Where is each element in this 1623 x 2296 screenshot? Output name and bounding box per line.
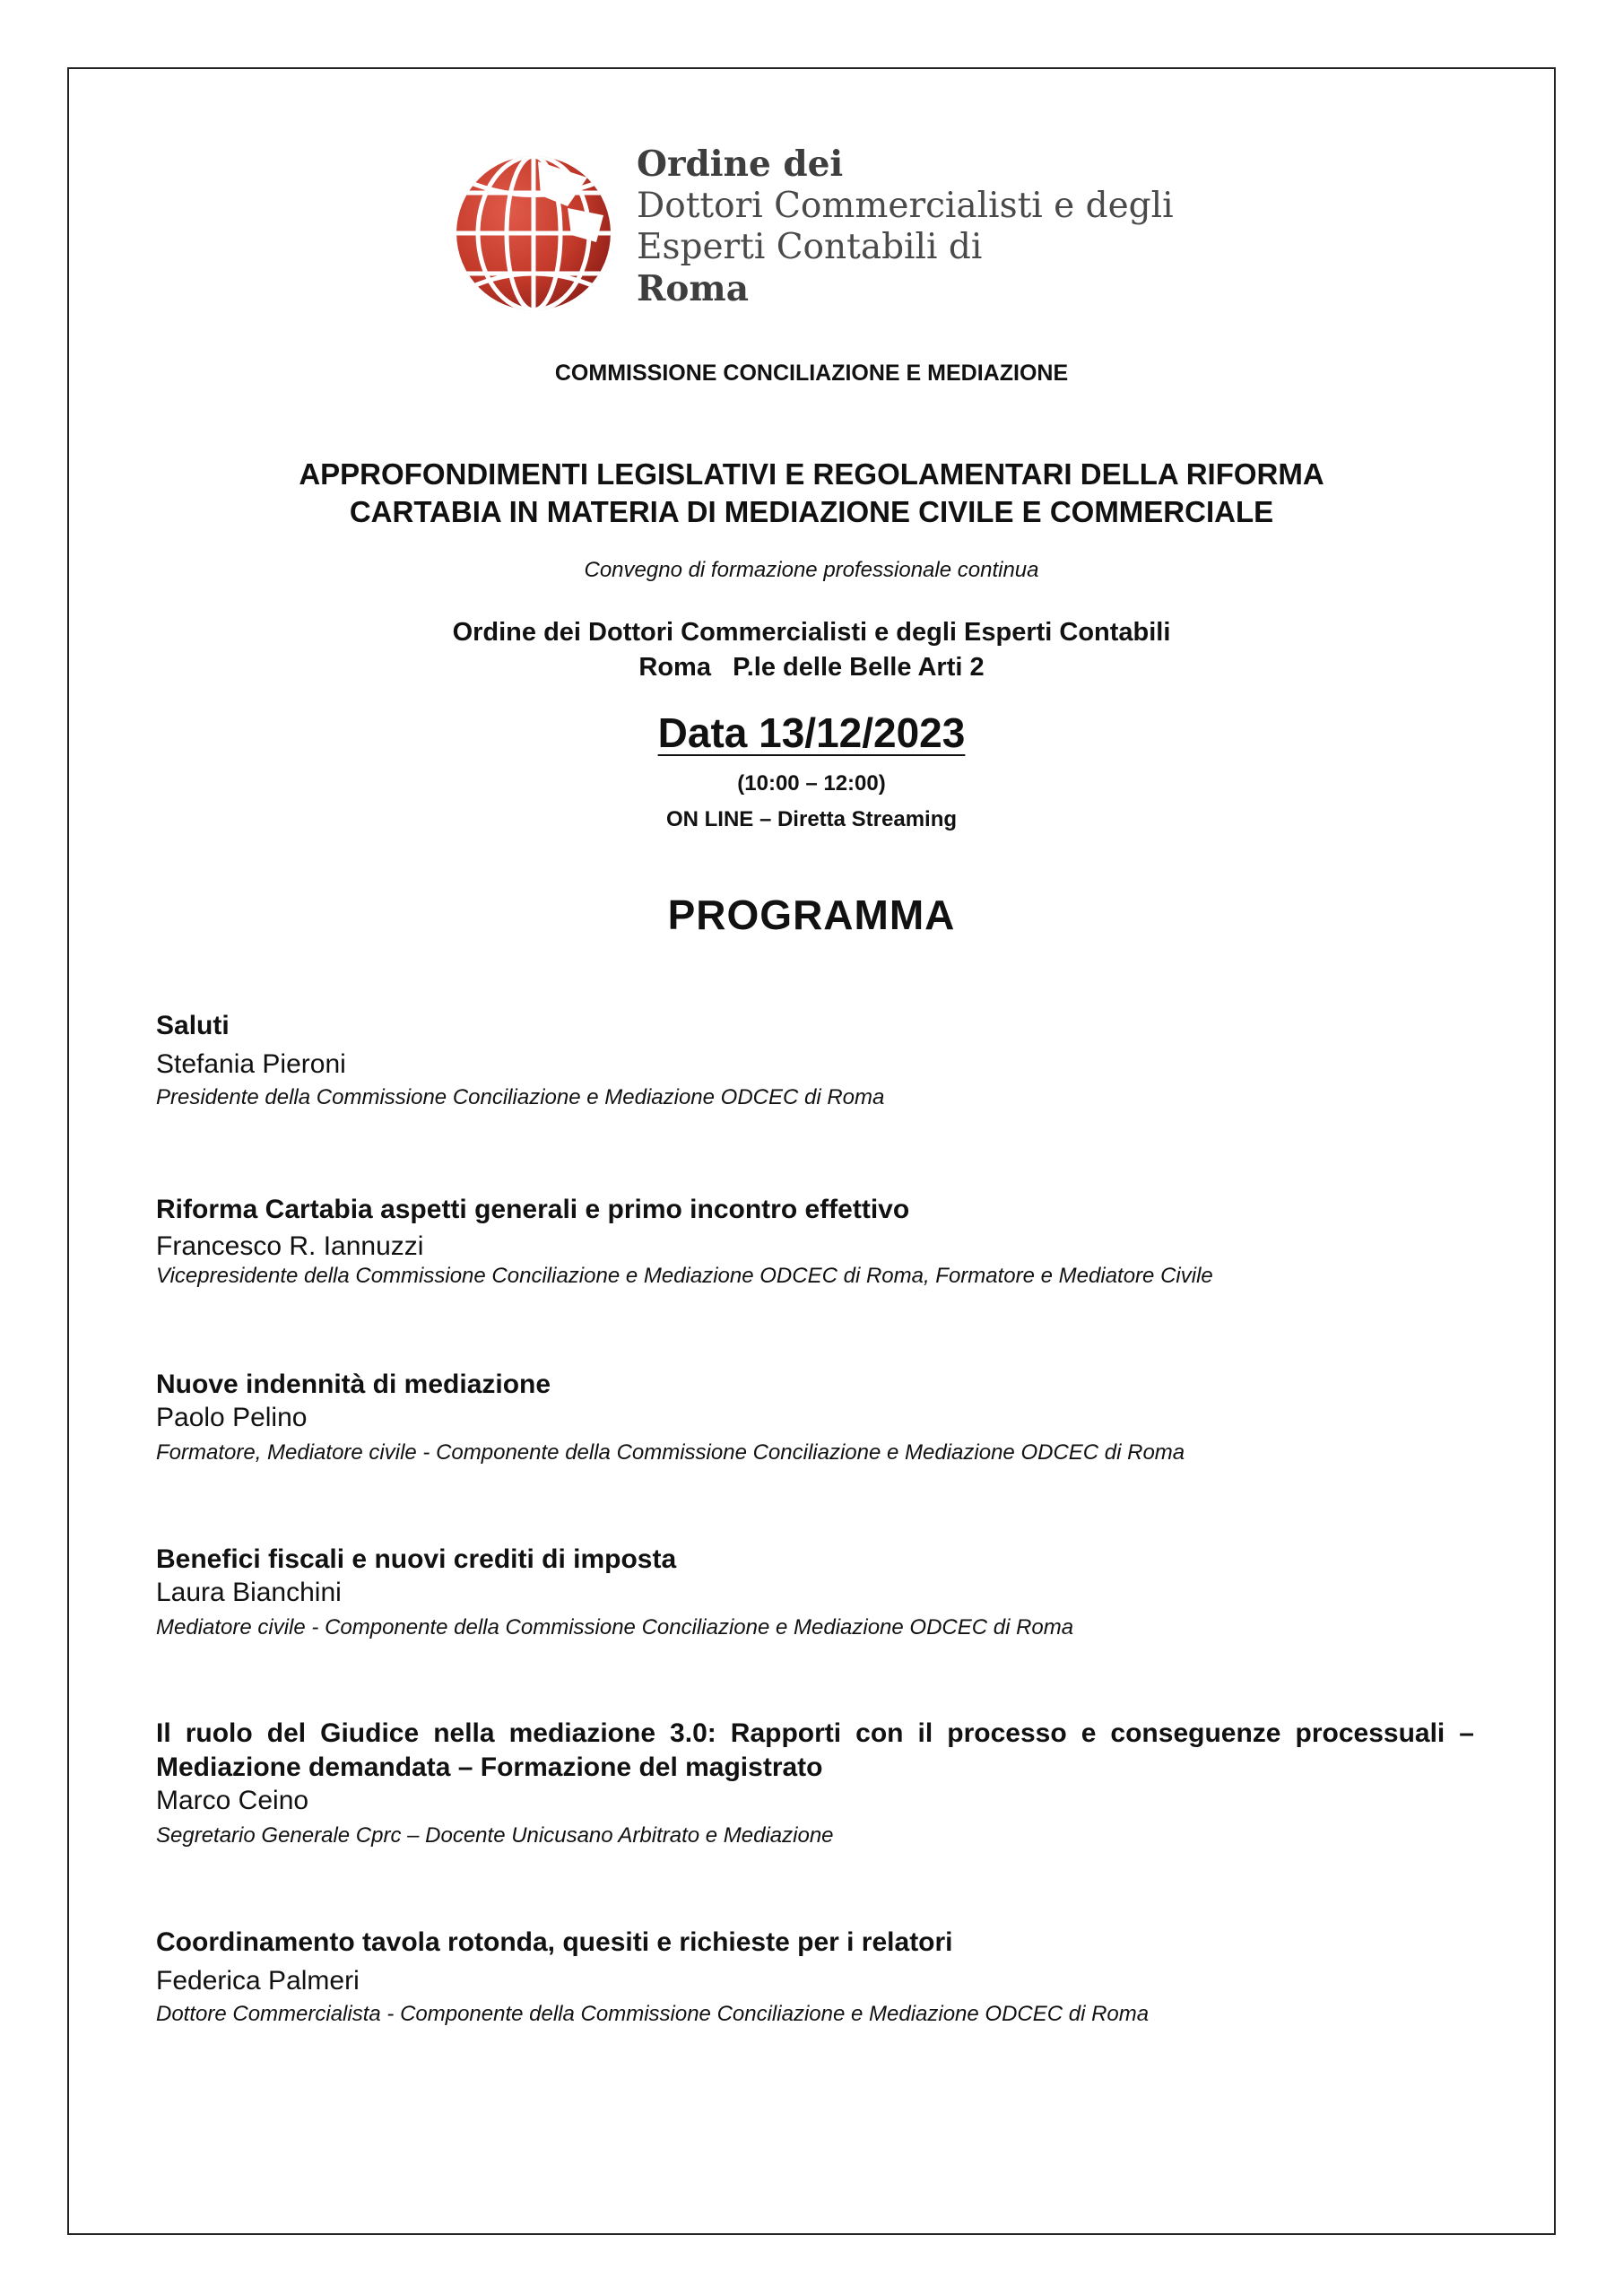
odcec-logo <box>453 144 1174 323</box>
program-item-speaker: Marco Ceino <box>156 1786 309 1815</box>
program-item-speaker: Stefania Pieroni <box>156 1049 346 1079</box>
logo-line-1: Ordine dei <box>637 144 844 185</box>
program-item-title: Coordinamento tavola rotonda, quesiti e richieste per i relatori <box>156 1927 953 1957</box>
program-item <box>156 1926 1474 2030</box>
program-item-speaker: Paolo Pelino <box>156 1403 308 1432</box>
logo-line-3: Esperti Contabili di <box>637 227 983 267</box>
event-title-line-2: CARTABIA IN MATERIA DI MEDIAZIONE CIVILE E COMMERCIALE <box>349 495 1274 528</box>
event-title-line-1: APPROFONDIMENTI LEGISLATIVI E REGOLAMENTARI DELLA RIFORMA <box>299 457 1324 491</box>
program-item-role: Vicepresidente della Commissione Conciliazione e Mediazione ODCEC di Roma, Formatore e Mediatore Civile <box>156 1264 1213 1288</box>
program-item-role: Mediatore civile - Componente della Commissione Conciliazione e Mediazione ODCEC di Roma <box>156 1615 1074 1639</box>
program-item-title: Riforma Cartabia aspetti generali e primo incontro effettivo <box>156 1195 910 1224</box>
event-date-text: Data 13/12/2023 <box>657 709 966 756</box>
page-border <box>67 67 1556 2235</box>
program-item <box>156 1009 1474 1113</box>
program-item <box>156 1717 1474 1851</box>
logo-line-2: Dottori Commercialisti e degli <box>637 186 1174 226</box>
logo-wordmark <box>637 144 1174 310</box>
commission-heading: COMMISSIONE CONCILIAZIONE E MEDIAZIONE <box>554 361 1069 386</box>
program-heading: PROGRAMMA <box>667 891 956 938</box>
program-item <box>156 1368 1474 1468</box>
globe-icon <box>453 152 614 314</box>
event-subtitle: Convegno di formazione professionale continua <box>584 558 1039 582</box>
program-item-role: Presidente della Commissione Conciliazione e Mediazione ODCEC di Roma <box>156 1085 885 1109</box>
program-item <box>156 1193 1474 1292</box>
program-item <box>156 1543 1474 1643</box>
program-item-title: Benefici fiscali e nuovi crediti di imposta <box>156 1544 677 1574</box>
program-item-title: Saluti <box>156 1011 230 1040</box>
event-date <box>0 709 1623 757</box>
event-title <box>0 456 1623 531</box>
venue <box>0 615 1623 685</box>
venue-line-2: Roma P.le delle Belle Arti 2 <box>638 653 985 682</box>
program-item-title: Il ruolo del Giudice nella mediazione 3.0: Rapporti con il processo e conseguenze processuali – Mediazione demandata – Formazione del magistrato <box>156 1718 1474 1782</box>
program-item-speaker: Francesco R. Iannuzzi <box>156 1231 424 1261</box>
program-item-role: Formatore, Mediatore civile - Componente della Commissione Conciliazione e Mediazione ODCEC di Roma <box>156 1440 1185 1465</box>
logo-line-4: Roma <box>637 268 749 309</box>
program-item-title: Nuove indennità di mediazione <box>156 1370 551 1399</box>
program-item-speaker: Laura Bianchini <box>156 1578 342 1607</box>
program-item-role: Segretario Generale Cprc – Docente Unicusano Arbitrato e Mediazione <box>156 1823 834 1848</box>
venue-line-1: Ordine dei Dottori Commercialisti e degli Esperti Contabili <box>452 618 1171 647</box>
event-mode: ON LINE – Diretta Streaming <box>665 807 958 831</box>
program-item-speaker: Federica Palmeri <box>156 1966 360 1996</box>
event-time: (10:00 – 12:00) <box>737 771 886 796</box>
program-item-role: Dottore Commercialista - Componente della Commissione Conciliazione e Mediazione ODCEC di Roma <box>156 2002 1150 2026</box>
